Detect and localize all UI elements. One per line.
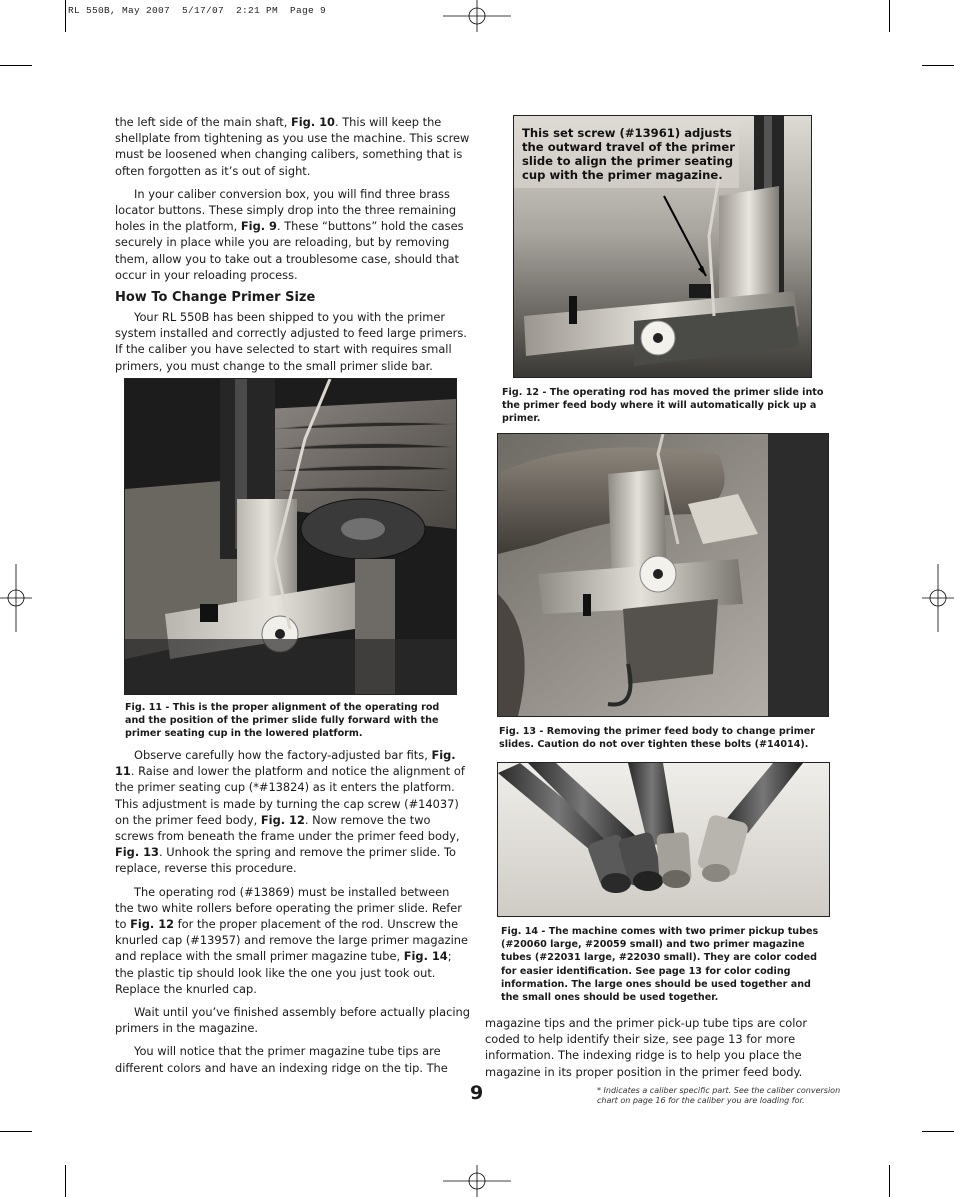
fig12-callout: This set screw (#13961) adjusts the outward travel of the primer slide to align the primer seating cup with the primer magazine. bbox=[522, 126, 735, 182]
fig13-photo bbox=[497, 433, 829, 717]
fig14-caption: Fig. 14 - The machine comes with two primer pickup tubes (#20060 large, #20059 small) and two primer magazine tubes (#22031 large, #22030 small). They are color coded for easier identification. See page 13 for color coding information. The large ones should be used together and the small ones should be used together. bbox=[501, 926, 819, 1004]
paragraph-continuation: magazine tips and the primer pick-up tube tips are color coded to help identify their size, see page 13 for more information. The indexing ridge is to help you place the magazine in its proper position in the primer feed body. bbox=[485, 1016, 808, 1079]
paragraph-observe: Observe carefully how the factory-adjusted bar fits, Fig. 11. Raise and lower the platform and notice the alignment of the primer seating cup (*#13824) as it enters the platform. This adjustment is made by turning the cap screw (#14037) on the primer feed body, Fig. 12. Now remove the two screws from beneath the frame under the primer feed body, Fig. 13. Unhook the spring and remove the primer slide. To replace, reverse this procedure. bbox=[115, 748, 465, 876]
paragraph-primer-system: Your RL 550B has been shipped to you with the primer system installed and correctly adjusted to feed large primers. If the caliber you have selected to start with requires small primers, you must change to the small primer slide bar. bbox=[115, 310, 467, 373]
paragraph-tube-tips: You will notice that the primer magazine tube tips are different colors and have an indexing ridge on the tip. The bbox=[115, 1044, 448, 1075]
fig11-caption: Fig. 11 - This is the proper alignment of the operating rod and the position of the primer slide fully forward with the primer seating cup in the lowered platform. bbox=[125, 702, 440, 740]
fig12-caption: Fig. 12 - The operating rod has moved the primer slide into the primer feed body where it will automatically pick up a primer. bbox=[502, 387, 824, 425]
section-heading: How To Change Primer Size bbox=[115, 290, 316, 306]
paragraph-wait: Wait until you’ve finished assembly before actually placing primers in the magazine. bbox=[115, 1005, 470, 1036]
left-column-top bbox=[115, 114, 470, 381]
print-slug: RL 550B, May 2007 5/17/07 2:21 PM Page 9 bbox=[68, 5, 327, 16]
paragraph-operating-rod: The operating rod (#13869) must be installed between the two white rollers before operating the primer slide. Refer to Fig. 12 for the proper placement of the rod. Unscrew the knurled cap (#13957) and remove the large primer magazine and replace with the small primer magazine tube, Fig. 14; the plastic tip should look like the one you just took out. Replace the knurled cap. bbox=[115, 884, 468, 996]
right-column-continuation bbox=[485, 1015, 830, 1087]
fig11-illustration bbox=[125, 379, 456, 694]
fig14-illustration bbox=[498, 763, 829, 916]
left-column-bottom bbox=[115, 747, 470, 1083]
page-number: 9 bbox=[470, 1082, 484, 1104]
fig13-caption: Fig. 13 - Removing the primer feed body to change primer slides. Caution do not over tighten these bolts (#14014). bbox=[499, 726, 815, 751]
footnote: * Indicates a caliber specific part. See the caliber conversion chart on page 16 for the caliber you are loading for. bbox=[597, 1086, 841, 1105]
fig11-photo bbox=[124, 378, 457, 695]
fig14-photo bbox=[497, 762, 830, 917]
paragraph-locator-buttons: In your caliber conversion box, you will find three brass locator buttons. These simply drop into the three remaining holes in the platform, Fig. 9. These “buttons” hold the cases securely in place while you are reloading, but by removing them, allow you to take out a troublesome case, should that occur in your reloading process. bbox=[115, 186, 464, 282]
fig13-illustration bbox=[498, 434, 828, 716]
fig12-photo bbox=[513, 115, 812, 378]
paragraph-shellplate: the left side of the main shaft, Fig. 10. This will keep the shellplate from tightening as you use the machine. This screw must be loosened when changing calibers, something that is often forgotten as it’s out of sight. bbox=[115, 115, 470, 178]
